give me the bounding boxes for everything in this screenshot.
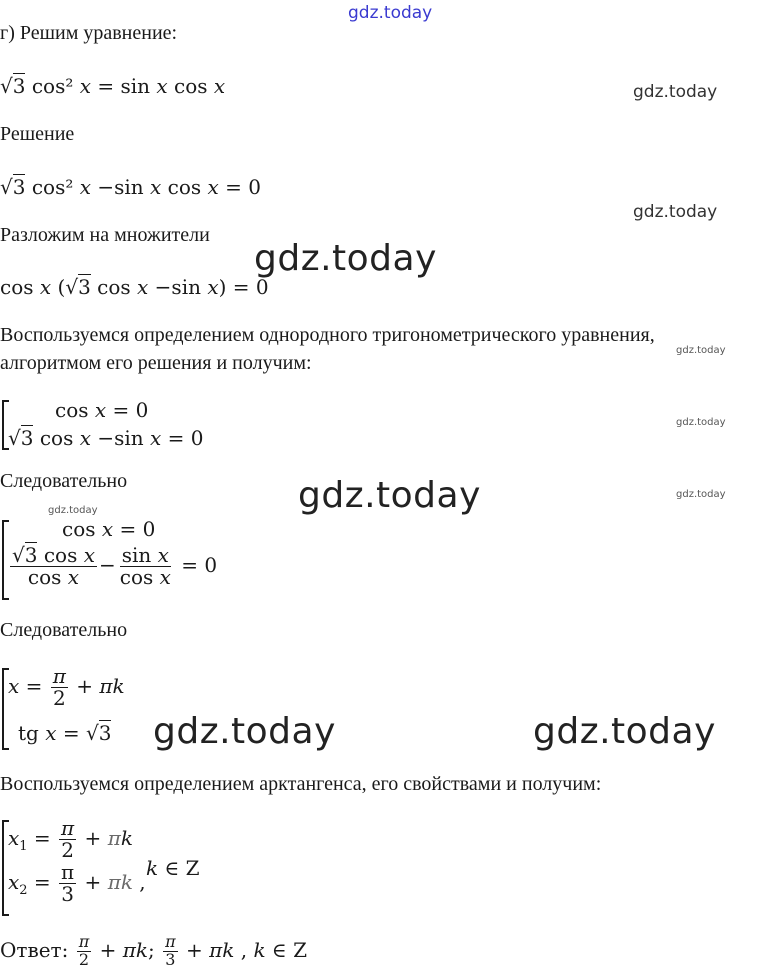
arctan-line: Воспользуемся определением арктангенса, его свойствами и получим: [0,773,602,795]
equation-moved: √3 cos² x −sin x cos x = 0 [0,175,262,199]
solution-label: Решение [0,123,75,145]
watermark-big-4: gdz.today [533,711,716,752]
watermark-small-4: gdz.today [48,505,98,516]
problem-heading: г) Решим уравнение: [0,22,178,44]
method-line-2: алгоритмом его решения и получим: [0,352,312,374]
watermark-small-3: gdz.today [676,489,726,500]
system-3-eq-2: tg x = √3 [18,721,112,745]
factor-label: Разложим на множители [0,224,210,246]
watermark-big-2: gdz.today [298,475,481,516]
equation-factored: cos x (√3 cos x −sin x) = 0 [0,275,269,299]
system-4-eq-2: $x_2$ = $\frac{\pi}{3}$ + πk , [8,860,146,906]
method-line-1: Воспользуемся определением однородного тригонометрического уравнения, [0,324,655,346]
watermark-top: gdz.today [348,3,433,23]
watermark-big-1: gdz.today [254,238,437,279]
therefore-label-1: Следовательно [0,470,128,492]
system-1-eq-2: √3 cos x −sin x = 0 [8,426,204,450]
watermark-small-1: gdz.today [676,345,726,356]
system-3-eq-1: x = $\frac{\pi}{2}$ + πk [8,664,125,710]
system-2-eq-1: cos x = 0 [62,517,156,541]
equation-original: √3 cos² x = sin x cos x [0,74,226,98]
therefore-label-2: Следовательно [0,619,128,641]
answer-line: Ответ: $\frac{\pi}{2}$ + πk; $\frac{\pi}{3}$ + πk , k ∈ Z [0,932,307,969]
watermark-small-2: gdz.today [676,417,726,428]
k-domain: k ∈ Z [146,856,200,880]
answer-label: Ответ: [0,937,69,962]
system-2-eq-2: $\frac{\text{√3 cos x}}{\text{cos x}}$ − $\frac{\text{sin x}}{\text{cos x}}$ = 0 [12,543,218,589]
watermark-right-1: gdz.today [633,82,718,102]
system-1-eq-1: cos x = 0 [55,398,149,422]
watermark-right-2: gdz.today [633,202,718,222]
system-4-eq-1: $x_1$ = $\frac{\pi}{2}$ + πk [8,816,133,862]
watermark-big-3: gdz.today [153,711,336,752]
